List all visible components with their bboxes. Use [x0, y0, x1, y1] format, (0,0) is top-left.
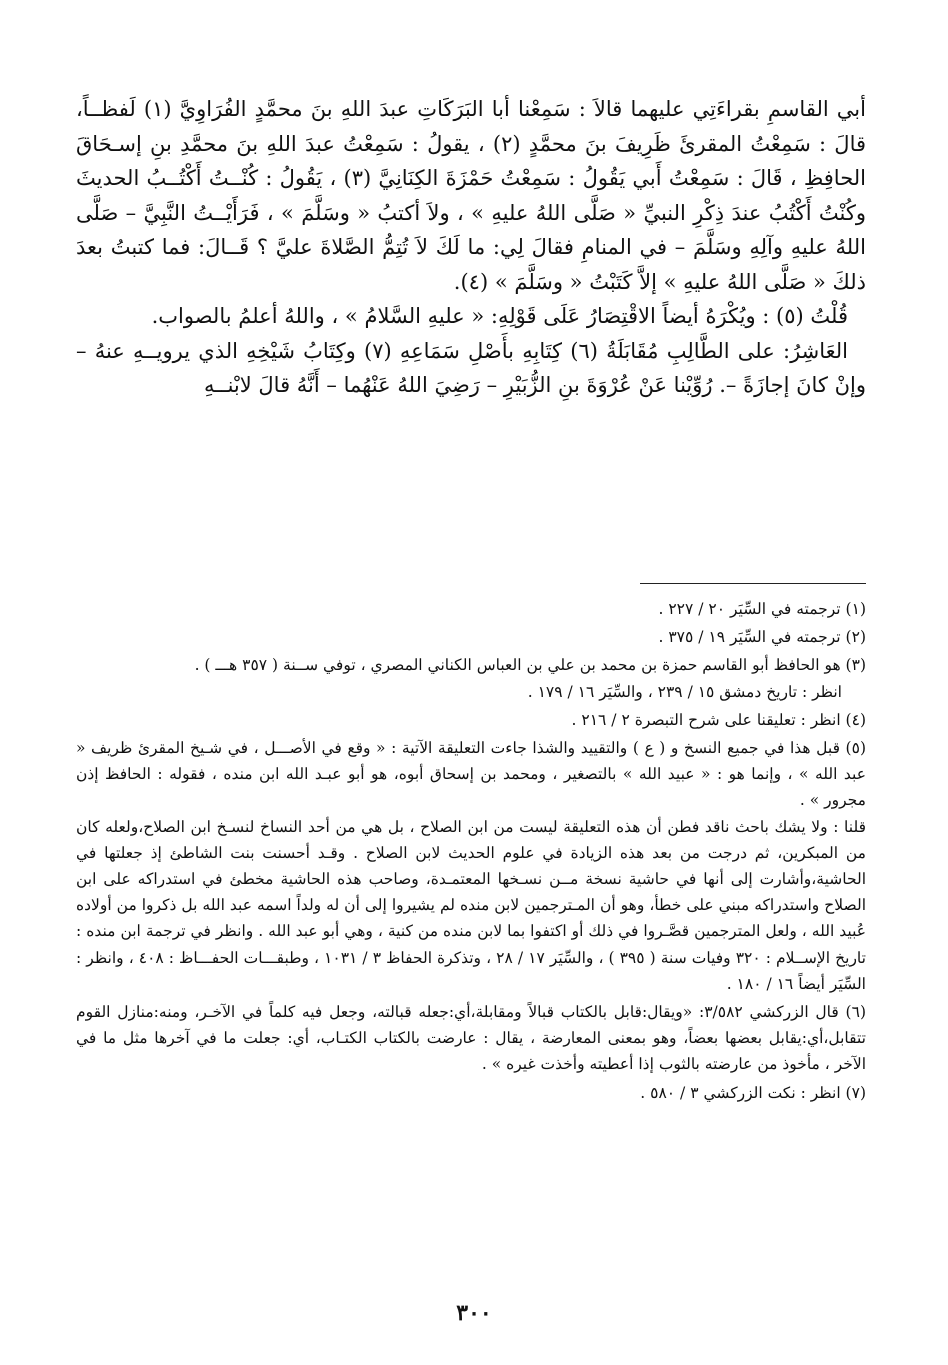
footnote-1: [76, 596, 866, 622]
main-paragraph-2: قُلْتُ (٥) : ويُكْرَهُ أيضاً الاقْتِصَارُ عَلَى قَوْلِهِ: « عليهِ السَّلامُ » ، واللهُ أعلمُ بالصواب.: [151, 304, 848, 328]
footnote-6: [76, 999, 866, 1078]
footnote-divider: [640, 583, 866, 584]
footnote-editor-note: قلنا : ولا يشك باحث ناقد فطن أن هذه التعليقة ليست من ابن الصلاح ، بل هي من أحد النساخ لنسـخ ابن الصلاح،ولعله كان من المبكرين، ثم درجت من بعد هذه الزيادة في علوم الحديث لابن الصلاح . وقـد أحسنت بنت الشاطئ إذ جعلتها في الحاشية،وأشارت إلى أنها في حاشية نسخة مــن نسـخها المعتمـدة، وصاحب هذه الحاشية مخطئ في استدراكه على ابن الصلاح واستدراكه مبني على خطأ، وهو أن المـترجمين لابن منده لم يشيروا إلى أن له ولداً اسمه عبد الله بل ذكروا من أولاده عُبيد الله ، ولعل المترجمين قصَّـروا في ذلك أو اكتفوا بما لابن منده من كنية ، وهي أبو عبد الله . وانظر في ترجمة ابن منده : تاريخ الإســلام : ٣٢٠ وفيات سنة ( ٣٩٥ ) ، والسِّيَر ١٧ / ٢٨ ، وتذكرة الحفاظ ٣ / ١٠٣١ ، وطبقـــات الحفـــاظ : ٤٠٨ ، وانظر : السِّيَر أيضاً ١٦ / ١٨٠ .: [76, 817, 866, 993]
main-text: [76, 92, 866, 403]
main-paragraph-3: العَاشِرُ: على الطَّالِبِ مُقَابَلَةُ (٦) كِتَابِهِ بأَصْلِ سَمَاعِهِ (٧) وكِتَابُ شَيْخِهِ الذي يرويــهِ عنهُ – وإنْ كانَ إجازَةً –. رُوِّيْنا عَنْ عُرْوَةَ بنِ الزُّبَيْرِ – رَضِيَ اللهُ عَنْهُما – أَنَّهُ قالَ لابْنــهِ: [76, 338, 866, 397]
footnote-text: (١) ترجمته في السِّيَر ٢٠ / ٢٢٧ .: [658, 600, 866, 618]
footnote-7: [76, 1080, 866, 1106]
footnote-continuation: انظر : تاريخ دمشق ١٥ / ٢٣٩ ، والسِّيَر ١٦ / ١٧٩ .: [527, 682, 842, 701]
footnotes: [76, 596, 866, 1108]
footnote-text: (٥) قبل هذا في جميع النسخ و ( ع ) والتقييد والشذا جاءت التعليقة الآتية : « وقع في الأصـــل ، في شـيخ المقرئ ظريف « عبد الله » ، وإنما هو : « عبيد الله » بالتصغير ، ومحمد بن إسحاق أبوه، هو أبو عبـد الله ابن منده ، فقوله : الحافظ إذن مجرور » .: [76, 739, 866, 810]
footnote-text: (٢) ترجمته في السِّيَر ١٩ / ٣٧٥ .: [658, 628, 866, 647]
footnote-text: (٧) انظر : نكت الزركشي ٣ / ٥٨٠ .: [640, 1083, 866, 1102]
main-paragraph-1: أبي القاسمِ بقراءَتِي عليهما قالاَ : سَمِعْنا أبا البَرَكَاتِ عبدَ اللهِ بنَ محمَّدٍ الفُرَاوِيَّ (١) لَفظــاً، قالَ : سَمِعْتُ المقرئَ ظَرِيفَ بنَ محمَّدٍ (٢) ، يقولُ : سَمِعْتُ عبدَ اللهِ بنَ محمَّدِ بنِ إسـحَاقَ الحافِظِ ، قَالَ : سَمِعْتُ أَبي يَقُولُ : سَمِعْتُ حَمْزَةَ الكِنَانِيَّ (٣) ، يَقُولُ : كُنْــتُ أَكْتُــبُ الحديثَ وكُنْتُ أَكْتُبُ عندَ ذِكْرِ النبيِّ « صَلَّى اللهُ عليهِ » ، ولاَ أكتبُ « وسَلَّمَ » ، فَرَأَيْــتُ النَّبِيَّ – صَلَّى اللهُ عليهِ وآلِهِ وسَلَّمَ – في المنامِ فقالَ لِي: ما لَكَ لاَ تُتِمُّ الصَّلاةَ عليَّ ؟ قَــالَ: فما كتبتُ بعدَ ذلكَ « صَلَّى اللهُ عليهِ » إلاَّ كَتَبْتُ « وسَلَّمَ » (٤).: [76, 97, 867, 294]
footnote-text: (٣) هو الحافظ أبو القاسم حمزة بن محمد بن علي بن العباس الكناني المصري ، توفي ســنة ( ٣٥٧ هـــ ) .: [194, 656, 866, 675]
footnote-5: [76, 735, 866, 997]
page-number: ٣٠٠: [456, 1300, 492, 1326]
footnote-2: [76, 624, 866, 650]
footnote-3: [76, 652, 866, 704]
footnote-4: [76, 707, 866, 733]
footnote-text: (٦) قال الزركشي ٣/٥٨٢: «ويقال:قابل بالكتاب قبالاً ومقابلة،أي:جعله قبالته، وجعل فيه كلماً في الآخـر، ومنه:منازل القوم تتقابل،أي:يقابل بعضها بعضاً، وهو بمعنى المعارضة ، يقال : عارضت بالكتاب الكتـاب، أي: جعلت ما في آخرها مثل ما في الآخر ، مأخوذ من عارضته بالثوب إذا أعطيته وأخذت غيره » .: [76, 1003, 866, 1074]
footnote-text: (٤) انظر : تعليقنا على شرح التبصرة ٢ / ٢١٦ .: [571, 710, 866, 729]
